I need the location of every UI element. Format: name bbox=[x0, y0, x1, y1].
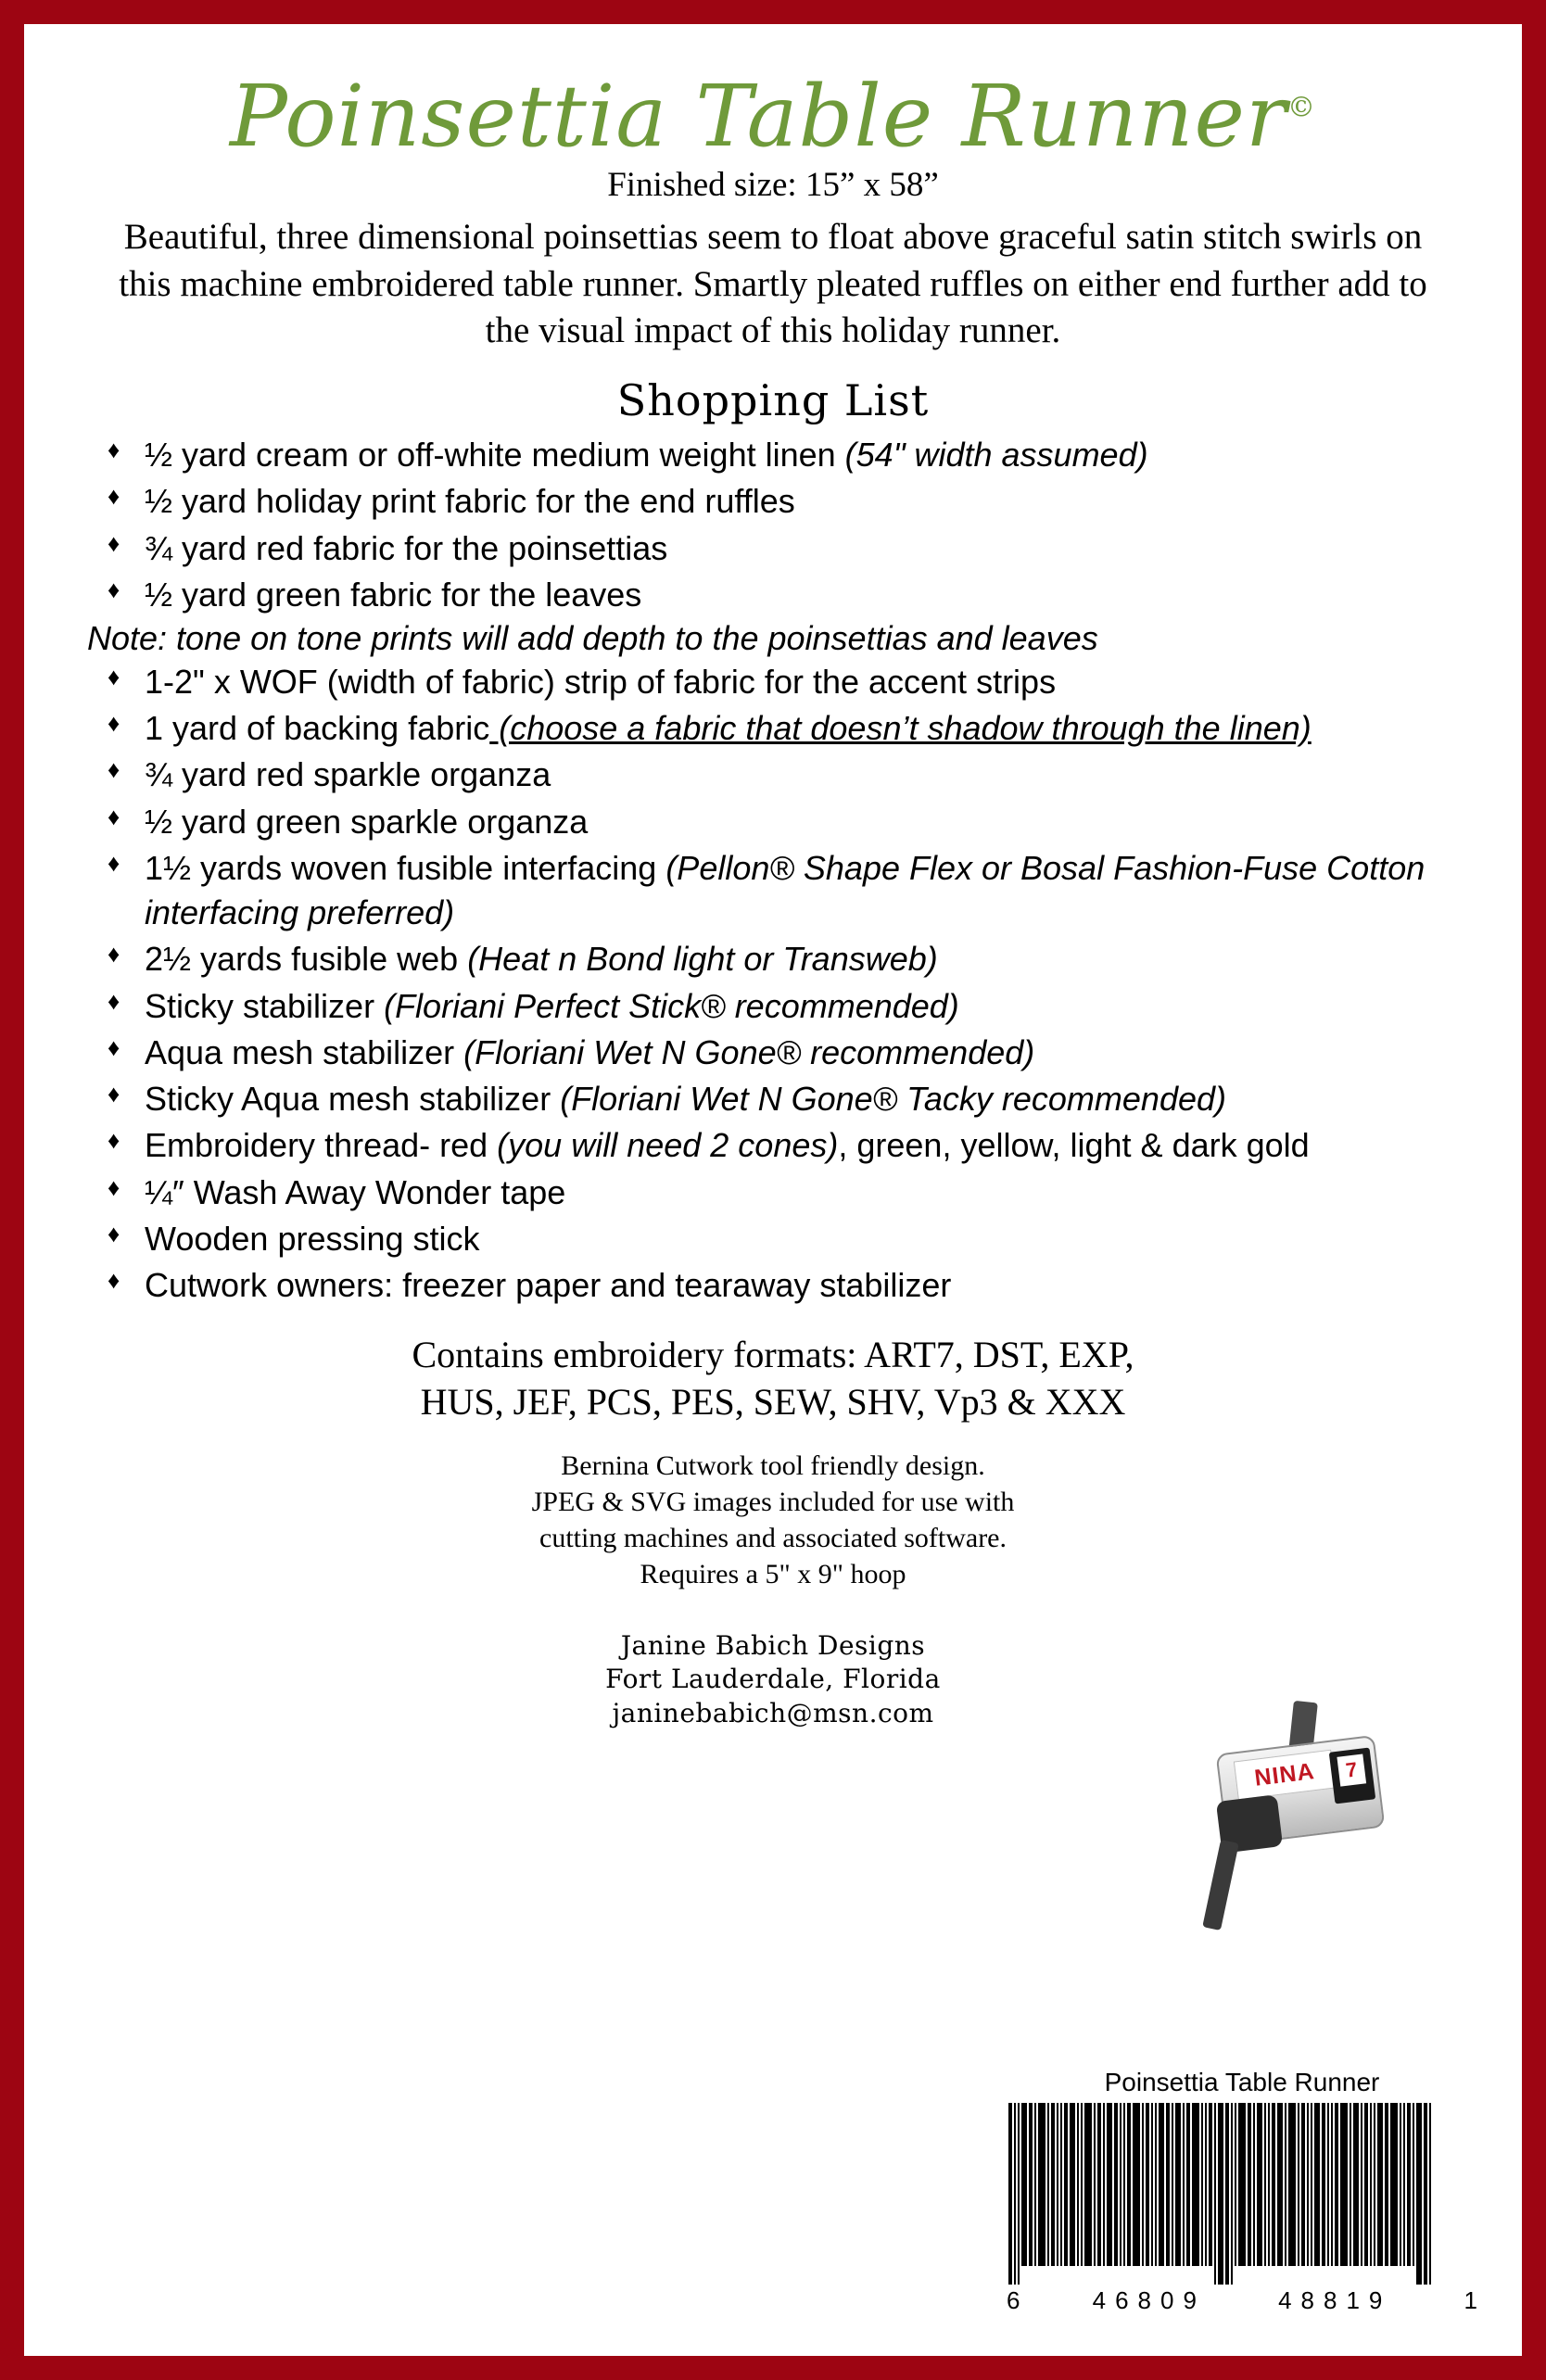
small-note-line-1: Bernina Cutwork tool friendly design. bbox=[561, 1450, 985, 1482]
tool-chip-number: 7 bbox=[1337, 1753, 1366, 1786]
page-content bbox=[24, 24, 1522, 2356]
shopping-list-part1 bbox=[87, 433, 1468, 617]
list-item-text: Sticky stabilizer bbox=[145, 986, 385, 1025]
list-item-note: (you will need 2 cones) bbox=[497, 1126, 839, 1165]
list-item bbox=[87, 984, 1468, 1029]
list-item bbox=[87, 706, 1468, 751]
barcode-group-1: 46809 bbox=[1092, 2286, 1206, 2314]
barcode-left-digit: 6 bbox=[1007, 2286, 1020, 2314]
copyright-mark: © bbox=[1286, 91, 1316, 124]
bullet-icon: ♦ bbox=[108, 1080, 120, 1108]
barcode-block bbox=[1005, 2068, 1479, 2315]
shopping-list-part2 bbox=[87, 660, 1468, 1308]
tool-shaft-bottom bbox=[1202, 1840, 1239, 1931]
bullet-icon: ♦ bbox=[108, 1219, 120, 1247]
intro-paragraph: Beautiful, three dimensional poinsettias seem to float above graceful satin stitch swirls on this machine embroidered table runner. Smartly pleated ruffles on either end further add to the visual impact of this holiday runner. bbox=[119, 217, 1427, 351]
list-item-note: (Heat n Bond light or Transweb) bbox=[467, 940, 938, 979]
list-item-text-after: , green, yellow, light & dark gold bbox=[838, 1126, 1310, 1165]
bullet-icon: ♦ bbox=[108, 709, 120, 738]
bullet-icon: ♦ bbox=[108, 482, 120, 511]
list-item-text: 2½ yards fusible web bbox=[145, 940, 468, 979]
list-item bbox=[87, 1031, 1468, 1075]
page-title bbox=[78, 67, 1468, 166]
list-item-text: ¾ yard red fabric for the poinsettias bbox=[145, 528, 668, 567]
list-item-text: Wooden pressing stick bbox=[145, 1219, 480, 1258]
list-item-text: ½ yard holiday print fabric for the end ruffles bbox=[145, 482, 795, 521]
list-item-text: Aqua mesh stabilizer bbox=[145, 1032, 464, 1071]
list-item bbox=[87, 660, 1468, 704]
list-item bbox=[87, 1263, 1468, 1308]
list-item-text: ¾ yard red sparkle organza bbox=[145, 755, 551, 794]
list-item-note: (54" width assumed) bbox=[844, 436, 1148, 475]
bullet-icon: ♦ bbox=[108, 1266, 120, 1295]
list-item-text: ½ yard cream or off-white medium weight linen bbox=[145, 436, 845, 475]
list-item bbox=[87, 433, 1468, 477]
shopping-list-heading: Shopping List bbox=[616, 375, 930, 426]
list-item bbox=[87, 753, 1468, 797]
list-item bbox=[87, 526, 1468, 571]
company-name: Janine Babich Designs bbox=[620, 1630, 926, 1662]
list-item-text: ½ yard green fabric for the leaves bbox=[145, 575, 642, 614]
list-item-text: ½ yard green sparkle organza bbox=[145, 802, 589, 841]
company-city: Fort Lauderdale, Florida bbox=[605, 1664, 941, 1695]
list-item bbox=[87, 937, 1468, 981]
list-item-text: ¼″ Wash Away Wonder tape bbox=[145, 1172, 566, 1211]
list-item-text: Cutwork owners: freezer paper and tearaway stabilizer bbox=[145, 1266, 952, 1305]
bullet-icon: ♦ bbox=[108, 1032, 120, 1061]
list-item bbox=[87, 573, 1468, 617]
list-item-note: (choose a fabric that doesn’t shadow through the linen) bbox=[489, 709, 1312, 748]
bullet-icon: ♦ bbox=[108, 755, 120, 784]
formats-line-2: HUS, JEF, PCS, PES, SEW, SHV, Vp3 & XXX bbox=[420, 1380, 1126, 1423]
bullet-icon: ♦ bbox=[108, 1126, 120, 1155]
company-email[interactable]: janinebabich@msn.com bbox=[612, 1697, 934, 1728]
list-item-text: Embroidery thread- red bbox=[145, 1126, 498, 1165]
bullet-icon: ♦ bbox=[108, 575, 120, 603]
list-item-text: 1 yard of backing fabric bbox=[145, 709, 490, 748]
small-note-line-4: Requires a 5" x 9" hoop bbox=[640, 1559, 906, 1590]
company-address bbox=[384, 1629, 1162, 1730]
list-item bbox=[87, 846, 1468, 935]
note-line: Note: tone on tone prints will add depth to the poinsettias and leaves bbox=[87, 619, 1098, 657]
list-item-note: (Floriani Perfect Stick® recommended) bbox=[384, 986, 959, 1025]
bullet-icon: ♦ bbox=[108, 940, 120, 968]
list-item-text: 1-2" x WOF (width of fabric) strip of fabric for the accent strips bbox=[145, 663, 1057, 701]
list-item-text: 1½ yards woven fusible interfacing bbox=[145, 848, 666, 887]
bullet-icon: ♦ bbox=[108, 528, 120, 557]
bullet-icon: ♦ bbox=[108, 802, 120, 830]
bullet-icon: ♦ bbox=[108, 436, 120, 464]
barcode-right-digit: 1 bbox=[1464, 2286, 1477, 2314]
bullet-icon: ♦ bbox=[108, 1172, 120, 1201]
embroidery-formats bbox=[310, 1332, 1236, 1425]
list-item-note: (Pellon® Shape Flex or Bosal Fashion-Fuse Cotton interfacing preferred) bbox=[145, 848, 1426, 932]
barcode-image bbox=[1005, 2103, 1479, 2285]
tool-chip bbox=[1329, 1748, 1375, 1804]
bullet-icon: ♦ bbox=[108, 848, 120, 877]
barcode-group-2: 48819 bbox=[1278, 2286, 1392, 2314]
list-item bbox=[87, 1077, 1468, 1121]
tool-brand-label: NINA bbox=[1234, 1750, 1336, 1801]
list-item-note: (Floriani Wet N Gone® recommended) bbox=[463, 1032, 1035, 1071]
page-title-text: Poinsettia Table Runner bbox=[230, 67, 1287, 166]
small-notes bbox=[384, 1448, 1162, 1592]
small-note-line-3: cutting machines and associated software. bbox=[539, 1523, 1007, 1554]
bullet-icon: ♦ bbox=[108, 986, 120, 1015]
list-item-text: Sticky Aqua mesh stabilizer bbox=[145, 1080, 561, 1119]
formats-line-1: Contains embroidery formats: ART7, DST, EXP, bbox=[412, 1334, 1134, 1376]
list-item bbox=[87, 1217, 1468, 1261]
bullet-icon: ♦ bbox=[108, 663, 120, 690]
barcode-caption: Poinsettia Table Runner bbox=[1104, 2068, 1380, 2096]
list-item bbox=[87, 800, 1468, 844]
cutwork-tool-image bbox=[1202, 1702, 1397, 1933]
list-item bbox=[87, 1171, 1468, 1215]
finished-size: Finished size: 15” x 58” bbox=[607, 166, 939, 204]
list-item bbox=[87, 479, 1468, 524]
list-item-note: (Floriani Wet N Gone® Tacky recommended) bbox=[560, 1080, 1226, 1119]
list-item bbox=[87, 1123, 1468, 1168]
small-note-line-2: JPEG & SVG images included for use with bbox=[531, 1487, 1015, 1518]
barcode-digits bbox=[1005, 2286, 1479, 2315]
